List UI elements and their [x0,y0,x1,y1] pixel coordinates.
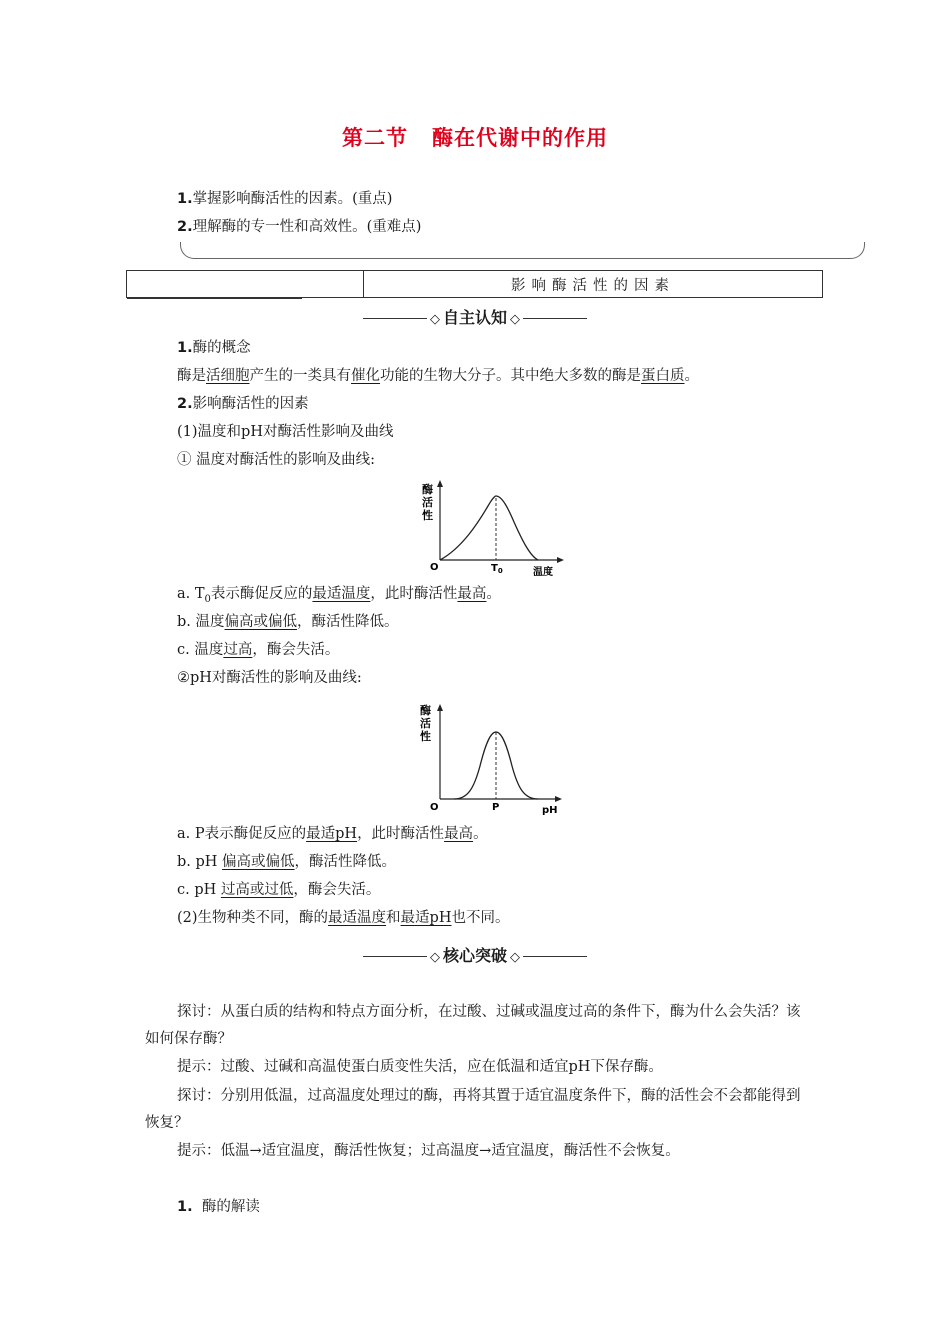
section-heading-2 [0,943,950,966]
x-axis-arrow [555,796,562,802]
objective-text: 理解酶的专一性和高效性。(重难点) [192,219,422,235]
text: 和 [386,910,401,926]
discussion-answer-2: 提示：低温→适宜温度，酶活性恢复；过高温度→适宜温度，酶活性不会恢复。 [177,1143,680,1159]
diamond-icon: ◇ [510,950,520,965]
page-title [0,122,950,152]
y-axis-label-1: 酶 [422,483,433,496]
text: 表示酶促反应的 [210,586,313,602]
key-term: 最适温度 [328,910,387,926]
temperature-activity-chart [410,478,570,578]
key-term: 偏高或偏低 [222,854,295,870]
discussion-question-1: 探讨：从蛋白质的结构和特点方面分析，在过酸、过碱或温度过高的条件下，酶为什么会失活？该如何保存酶？ [145,1004,801,1047]
text: a. T [177,586,205,602]
peak-label [491,563,503,575]
y-axis-label-3: 性 [420,730,431,743]
heading-number: 2. [177,396,193,412]
key-term: 最适温度 [312,586,371,602]
objective-2 [177,217,421,237]
ph-activity-chart [410,696,570,818]
heading-factors [177,394,309,414]
diamond-icon: ◇ [429,312,440,327]
heading-text: 酶的解读 [201,1199,260,1215]
key-term: 催化 [351,368,380,384]
heading-enzyme-concept [177,338,251,358]
key-term: 最高 [444,826,474,842]
temp-point-b [177,612,399,632]
diamond-icon: ◇ [429,950,440,965]
y-axis-label-2: 活 [422,496,433,509]
topic-bar-caption: 影响酶活性的因素 [511,278,675,294]
text: b. pH [177,854,223,870]
text: a. P表示酶促反应的 [177,826,307,842]
section-heading-text: 核心突破 [442,946,507,965]
key-term: 最高 [457,586,487,602]
key-term: 活细胞 [206,368,250,384]
objective-text: 掌握影响酶活性的因素。(重点) [192,191,393,207]
heading-rule-left [363,318,427,319]
peak-label: P [492,802,500,813]
heading-text: 影响酶活性的因素 [192,396,309,412]
heading-number: 1. [177,340,193,356]
x-axis-label: 温度 [533,567,553,578]
topic-bar [126,270,823,298]
y-axis-arrow [437,480,443,487]
species-note [177,908,509,928]
ph-point-c [177,880,380,900]
x-axis-arrow [557,557,564,563]
text: c. pH [177,882,221,898]
key-term: 最适pH [306,826,358,842]
key-term: 蛋白质 [641,368,685,384]
key-term: 过高或过低 [220,882,294,898]
section-number: 第二节 [342,126,408,150]
text: b. 温度 [177,614,225,630]
heading-rule-right [523,956,587,957]
y-axis-label-2: 活 [420,717,431,730]
text: 。 [473,826,488,842]
objectives-bracket [180,242,865,259]
y-axis-arrow [437,704,443,711]
key-term: 最适pH [400,910,452,926]
origin-label: O [430,562,439,573]
objective-1 [177,189,392,209]
text: 。 [486,586,501,602]
temperature-curve [440,496,538,560]
section-heading-text: 自主认知 [442,308,507,327]
text: ，酶活性降低。 [294,854,397,870]
key-term: 偏高或偏低 [224,614,298,630]
text: 也不同。 [451,910,510,926]
temp-point-c [177,640,339,660]
x-axis-label: pH [542,805,558,816]
text: (2)生物种类不同，酶的 [177,910,329,926]
heading-enzyme-interpretation [177,1197,260,1217]
text: ，酶活性降低。 [297,614,399,630]
section-heading-1 [0,305,950,328]
text: 酶是 [177,368,206,384]
text: ，此时酶活性 [370,586,458,602]
ph-point-a [177,824,488,844]
text: 。 [684,368,699,384]
discussion-answer-1: 提示：过酸、过碱和高温使蛋白质变性失活，应在低温和适宜pH下保存酶。 [177,1059,663,1075]
heading-rule-right [523,318,587,319]
subheading-temperature: ① 温度对酶活性的影响及曲线: [177,452,375,468]
enzyme-definition [177,366,699,386]
text: 产生的一类具有 [249,368,351,384]
section-title: 酶在代谢中的作用 [432,126,608,150]
diamond-icon: ◇ [510,312,520,327]
peak-label-sub: 0 [497,567,503,575]
text: ，酶会失活。 [252,642,340,658]
text: ，此时酶活性 [357,826,445,842]
temp-point-a [177,584,501,610]
discussion-question-2: 探讨：分别用低温，过高温度处理过的酶，再将其置于适宜温度条件下，酶的活性会不会都能得到恢复？ [145,1088,801,1131]
objective-number: 2. [177,219,193,235]
subheading-temp-ph: (1)温度和pH对酶活性影响及曲线 [177,424,394,440]
ph-point-b [177,852,396,872]
origin-label: O [430,802,439,813]
subscript: 0 [204,593,211,605]
heading-rule-left [363,956,427,957]
peak-label-main: T [491,563,498,574]
subheading-ph: ②pH对酶活性的影响及曲线: [177,670,362,686]
heading-text: 酶的概念 [192,340,251,356]
y-axis-label-1: 酶 [420,704,431,717]
y-axis-label-3: 性 [422,509,433,522]
key-term: 过高 [223,642,253,658]
objective-number: 1. [177,191,193,207]
text: ，酶会失活。 [293,882,381,898]
topic-bar-underline [127,298,302,299]
text: 功能的生物大分子。其中绝大多数的酶是 [380,368,641,384]
heading-number: 1. [177,1199,193,1215]
text: c. 温度 [177,642,224,658]
